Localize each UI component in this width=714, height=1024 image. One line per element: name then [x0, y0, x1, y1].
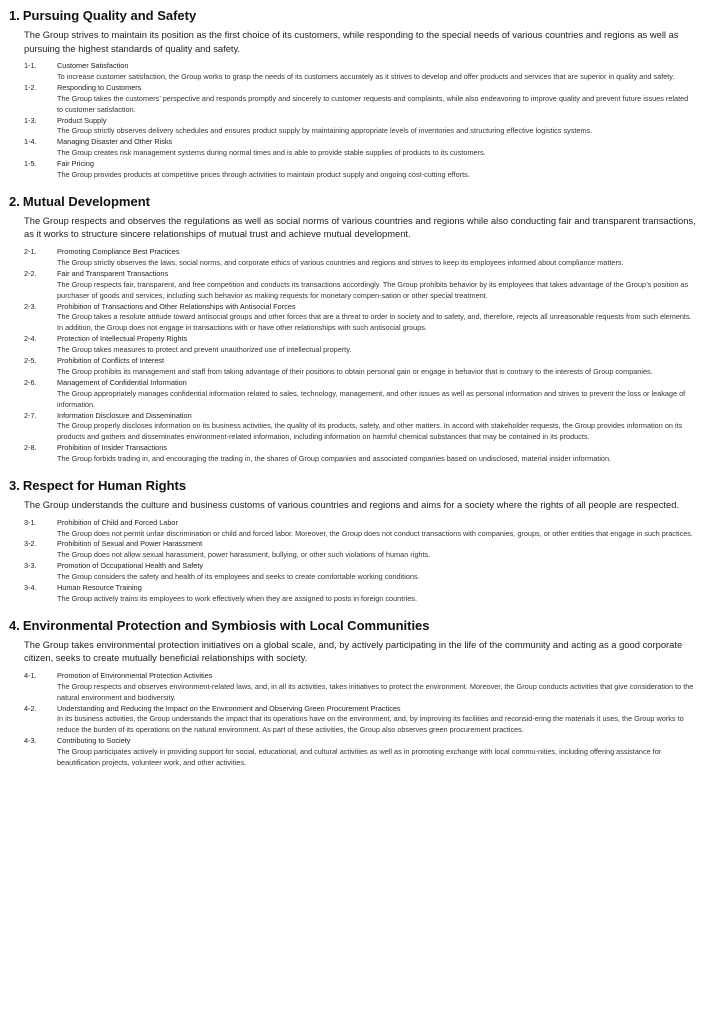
item-text: The Group takes the customers’ perspective and responds promptly and sincerely to customer requests and complaints, while also endeavoring to improve quality and prevent future issues related to customer satisfaction.	[57, 93, 689, 114]
item-body	[57, 704, 700, 737]
item-number: 4-2.	[24, 703, 37, 713]
item-body	[57, 116, 700, 138]
section-intro: The Group understands the culture and business customs of various countries and regions and aims for a society where the rights of all people are respected.	[24, 499, 680, 511]
item-body	[57, 247, 700, 269]
section	[9, 7, 700, 181]
section	[9, 617, 700, 769]
list-item	[24, 116, 700, 138]
item-body	[57, 159, 700, 181]
item-title: Prohibition of Sexual and Power Harassment	[57, 539, 203, 549]
item-text: The Group provides products at competitive prices through activities to maintain product supply and ongoing cost-cutting efforts.	[57, 170, 470, 180]
item-body	[57, 302, 700, 335]
list-item	[24, 378, 700, 411]
item-number: 1-3.	[24, 115, 37, 125]
item-body	[57, 356, 700, 378]
item-body	[57, 411, 700, 444]
section-intro: The Group takes environmental protection initiatives on a global scale, and, by actively participating in the life of the community and acting as a good corporate citizen, seeks to create mutually beneficial relationships with society.	[24, 638, 683, 664]
item-text: The Group strictly observes the laws, social norms, and corporate ethics of various countries and regions and strives to keep its employees informed about compliance matters.	[57, 257, 624, 267]
item-text: The Group does not allow sexual harassment, power harassment, bullying, or other such violations of human rights.	[57, 550, 431, 560]
item-body	[57, 561, 700, 583]
list-item	[24, 61, 700, 83]
section	[9, 477, 700, 605]
item-body	[57, 61, 700, 83]
item-text: The Group properly discloses information on its business activities, the quality of its products, safety, and other matters. In accord with stakeholder requests, the Group provides information on its products and gathers and disseminates environment-related information, including information on harmful chemical substances that may be contained in its products.	[57, 421, 683, 442]
section	[9, 193, 700, 465]
item-body	[57, 736, 700, 769]
item-number: 2-6.	[24, 377, 37, 387]
list-item	[24, 539, 700, 561]
item-text: The Group strictly observes delivery schedules and ensures product supply by maintaining appropriate levels of inventories and structuring effective logistics systems.	[57, 126, 593, 136]
item-text: The Group actively trains its employees to work effectively when they are assigned to posts in foreign countries.	[57, 593, 418, 603]
item-number: 4-1.	[24, 670, 37, 680]
item-text: The Group takes a resolute attitude toward antisocial groups and other forces that are a threat to order in society and to safety, and, therefore, rejects all unreasonable requests from such elements. In addition, the Group does not engage in transactions with or have other relationships with such antisocial groups.	[57, 312, 692, 333]
item-body	[57, 137, 700, 159]
item-body	[57, 378, 700, 411]
item-text: To increase customer satisfaction, the Group works to grasp the needs of its customers accurately as it strives to develop and offer products and services that are superior in quality and safety.	[57, 71, 675, 81]
list-item	[24, 83, 700, 116]
item-text: The Group creates risk management systems during normal times and is able to provide stable supplies of products to its customers.	[57, 148, 486, 158]
item-text: In its business activities, the Group understands the impact that its operations have on the environment, and, by improving its facilities and reconsid-ering the materials it uses, the Group works to reduce the burden of its operations on the natural environment. As part of these activities, the Group also observes green procurement practices.	[57, 714, 684, 735]
list-item	[24, 671, 700, 704]
item-text: The Group appropriately manages confidential information related to sales, technology, management, and other issues as well as personal information and strives to prevent the loss or leakage of information.	[57, 388, 686, 409]
item-text: The Group does not permit unfair discrimination or child and forced labor. Moreover, the Group does not conduct transactions with companies, groups, or other entities that engage in such practices.	[57, 528, 693, 538]
section-number: 1.	[9, 8, 20, 23]
item-number: 2-1.	[24, 246, 37, 256]
list-item	[24, 518, 700, 540]
item-number: 2-8.	[24, 443, 37, 453]
item-number: 1-2.	[24, 82, 37, 92]
item-number: 1-5.	[24, 159, 37, 169]
item-title: Fair and Transparent Transactions	[57, 268, 169, 278]
item-text: The Group takes measures to protect and prevent unauthorized use of intellectual property.	[57, 345, 352, 355]
section-title: Mutual Development	[22, 193, 150, 209]
item-title: Managing Disaster and Other Risks	[57, 137, 173, 147]
item-title: Management of Confidential Information	[57, 377, 187, 387]
item-number: 2-3.	[24, 301, 37, 311]
list-item	[24, 269, 700, 302]
list-item	[24, 583, 700, 605]
item-text: The Group respects and observes environment-related laws, and, in all its activities, takes initiatives to protect the environment. Moreover, the Group conducts activities that give consideration to the natural environment and biodiversity.	[57, 681, 694, 702]
item-body	[57, 539, 700, 561]
item-title: Prohibition of Conflicts of Interest	[57, 356, 165, 366]
item-text: The Group respects fair, transparent, and free competition and conducts its transactions accordingly. The Group prohibits behavior by its employees that takes advantage of the Group’s position as purchaser of goods and services, including such behavior as making requests for monetary compen-sation or other special treatment.	[57, 279, 689, 300]
list-item	[24, 356, 700, 378]
item-body	[57, 443, 700, 465]
section-title: Environmental Protection and Symbiosis with Local Communities	[22, 617, 430, 633]
list-item	[24, 159, 700, 181]
item-body	[57, 83, 700, 116]
item-title: Promotion of Occupational Health and Safety	[57, 561, 204, 571]
item-title: Promotion of Environmental Protection Activities	[57, 670, 213, 680]
item-body	[57, 334, 700, 356]
section-number: 3.	[9, 478, 20, 494]
list-item	[24, 561, 700, 583]
list-item	[24, 443, 700, 465]
item-title: Prohibition of Child and Forced Labor	[57, 517, 178, 527]
item-title: Protection of Intellectual Property Rights	[57, 334, 188, 344]
item-text: The Group considers the safety and health of its employees and seeks to create comfortable working conditions.	[57, 572, 420, 582]
item-number: 3-3.	[24, 561, 37, 571]
item-title: Promoting Compliance Best Practices	[57, 246, 180, 256]
item-title: Human Resource Training	[57, 583, 142, 593]
item-text: The Group participates actively in providing support for social, educational, and cultural activities as well as in promoting exchange with local commu-nities, including offering assistance for beautification projects, volunteer work, and other activities.	[57, 747, 662, 768]
item-number: 3-2.	[24, 539, 37, 549]
section-number: 4.	[9, 617, 20, 633]
list-item	[24, 302, 700, 335]
item-title: Information Disclosure and Dissemination	[57, 410, 192, 420]
item-body	[57, 269, 700, 302]
list-item	[24, 704, 700, 737]
section-heading	[9, 477, 700, 494]
item-title: Understanding and Reducing the Impact on the Environment and Observing Green Procurement Practices	[57, 703, 401, 713]
list-item	[24, 736, 700, 769]
item-number: 2-5.	[24, 356, 37, 366]
item-number: 2-2.	[24, 268, 37, 278]
item-number: 4-3.	[24, 736, 37, 746]
item-number: 2-7.	[24, 410, 37, 420]
item-text: The Group prohibits its management and staff from taking advantage of their positions to obtain personal gain or engage in behavior that is contrary to the interests of Group companies.	[57, 366, 653, 376]
section-title: Pursuing Quality and Safety	[22, 8, 197, 23]
item-number: 3-4.	[24, 583, 37, 593]
list-item	[24, 247, 700, 269]
item-title: Prohibition of Insider Transactions	[57, 443, 167, 453]
section-number: 2.	[9, 193, 20, 209]
item-number: 1-1.	[24, 61, 37, 70]
item-body	[57, 583, 700, 605]
list-item	[24, 411, 700, 444]
list-item	[24, 334, 700, 356]
list-item	[24, 137, 700, 159]
section-title: Respect for Human Rights	[22, 478, 187, 494]
item-title: Contributing to Society	[57, 736, 131, 746]
item-title: Fair Pricing	[57, 159, 94, 169]
item-number: 1-4.	[24, 137, 37, 147]
item-title: Customer Satisfaction	[57, 61, 129, 70]
item-title: Responding to Customers	[57, 82, 142, 92]
item-title: Prohibition of Transactions and Other Relationships with Antisocial Forces	[57, 301, 296, 311]
item-number: 3-1.	[24, 517, 37, 527]
section-heading	[9, 617, 700, 634]
section-intro: The Group respects and observes the regulations as well as social norms of various countries and regions while also conducting fair and transparent transactions, as it works to structure sincere relationships of mutual trust and achieve mutual development.	[24, 214, 696, 240]
section-heading	[9, 193, 700, 210]
item-body	[57, 518, 700, 540]
item-text: The Group forbids trading in, and encouraging the trading in, the shares of Group companies and associated companies based on undisclosed, material insider information.	[57, 454, 612, 464]
item-number: 2-4.	[24, 334, 37, 344]
section-intro: The Group strives to maintain its position as the first choice of its customers, while responding to the special needs of various countries and regions as well as pursuing the highest standards of quality and safety.	[24, 29, 679, 54]
item-title: Product Supply	[57, 115, 107, 125]
section-heading	[9, 7, 700, 24]
item-body	[57, 671, 700, 704]
